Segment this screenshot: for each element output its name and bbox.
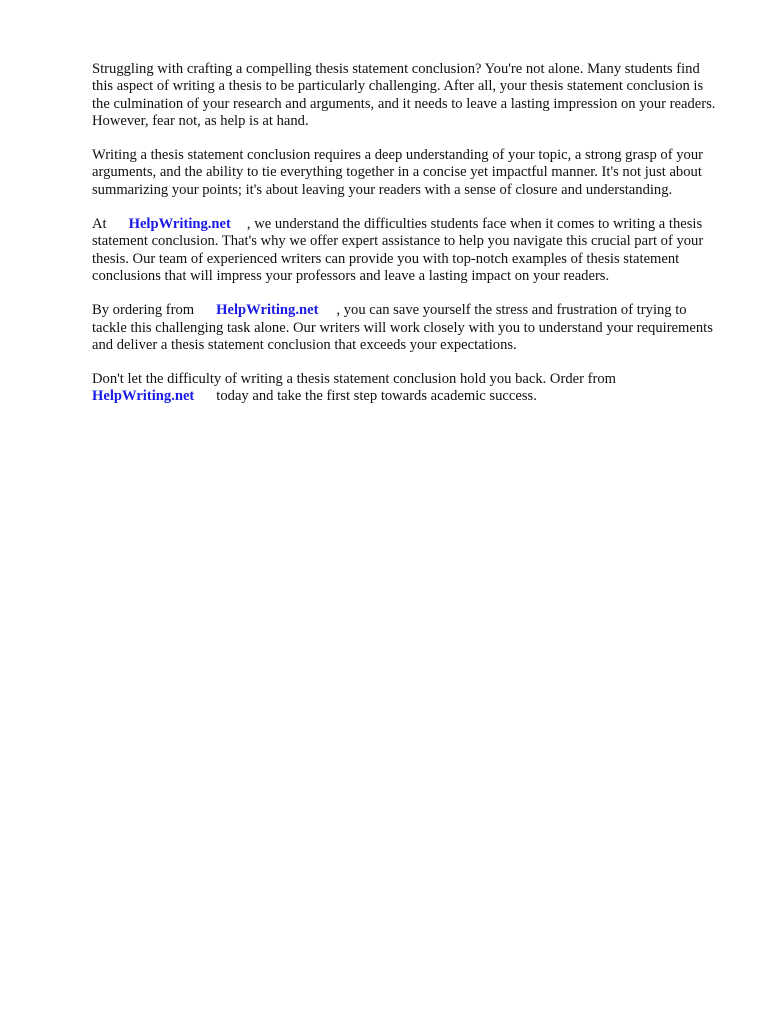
helpwriting-link-2[interactable]: HelpWriting.net bbox=[216, 302, 319, 319]
helpwriting-link-3[interactable]: HelpWriting.net bbox=[92, 388, 195, 405]
helpwriting-link-1[interactable]: HelpWriting.net bbox=[128, 216, 231, 233]
paragraph-intro: Struggling with crafting a compelling thesis statement conclusion? You're not alone. Many students find this aspect of writing a thesis to be particularly challenging. After all, your thesis statement conclusion is the culmination of your research and arguments, and it needs to leave a lasting impression on your readers. However, fear not, as help is at hand. bbox=[92, 61, 716, 129]
paragraph-requirements: Writing a thesis statement conclusion requires a deep understanding of your topic, a strong grasp of your arguments, and the ability to tie everything together in a concise yet impactful manner. It's not just about summarizing your points; it's about leaving your readers with a sense of closure and understanding. bbox=[92, 147, 703, 198]
paragraph-ordering bbox=[92, 302, 720, 354]
paragraph-ordering-rest: , you can save yourself the stress and frustration of trying to tackle this challenging task alone. Our writers will work closely with you to understand your requirements and deliver a thesis statement conclusion that exceeds your expectations. bbox=[92, 302, 713, 353]
paragraph-about-service bbox=[92, 216, 720, 285]
paragraph-cta-lead: Don't let the difficulty of writing a thesis statement conclusion hold you back. Order from bbox=[92, 371, 616, 388]
paragraph-about-lead: At bbox=[92, 216, 107, 233]
paragraph-ordering-lead: By ordering from bbox=[92, 302, 195, 319]
paragraph-call-to-action bbox=[92, 371, 720, 406]
paragraph-about-rest: , we understand the difficulties students face when it comes to writing a thesis statement conclusion. That's why we offer expert assistance to help you navigate this crucial part of your thesis. Our team of experienced writers can provide you with top-notch examples of thesis statement conclusions that will impress your professors and leave a lasting impact on your readers. bbox=[92, 216, 704, 284]
document-body bbox=[92, 61, 720, 423]
paragraph-cta-rest: today and take the first step towards academic success. bbox=[216, 388, 537, 405]
